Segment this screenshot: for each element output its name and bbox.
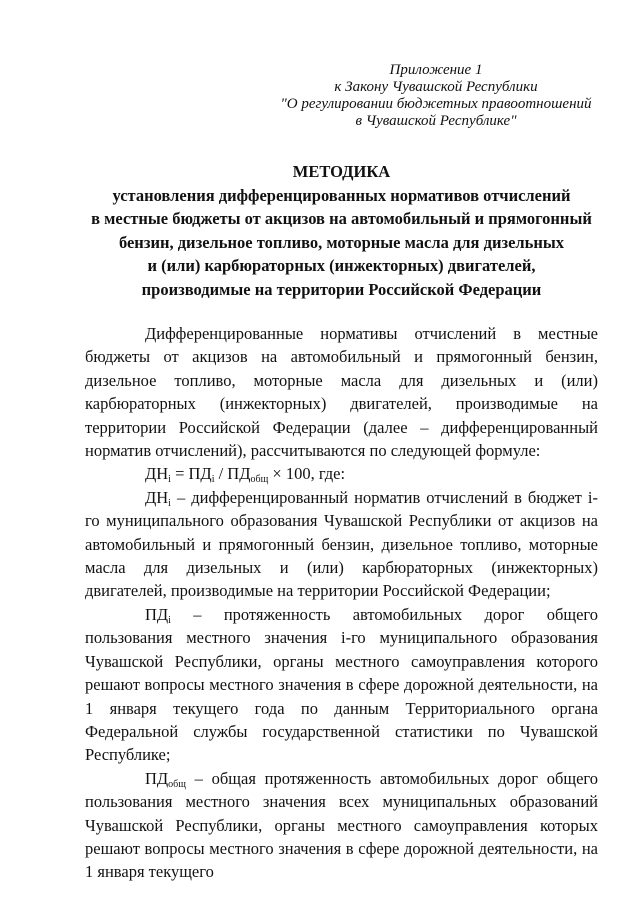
definition-dn [85, 486, 598, 603]
title-line: производимые на территории Российской Федерации [141, 279, 542, 299]
appendix-line: к Закону Чувашской Республики [334, 79, 538, 95]
appendix-line: Приложение 1 [389, 62, 483, 78]
formula-total-subscript: общ [250, 474, 269, 486]
definition-term-subscript: общ [168, 778, 186, 790]
appendix-line: "О регулировании бюджетных правоотношений [280, 96, 592, 112]
formula-lhs-subscript: i [168, 474, 171, 486]
definition-term: ПД [145, 768, 169, 788]
title-heading: МЕТОДИКА [292, 162, 391, 181]
title-line: и (или) карбюраторных (инжекторных) двигателей, [147, 256, 536, 275]
title-line: в местные бюджеты от акцизов на автомобильный и прямогонный [91, 209, 592, 228]
definition-pd [85, 603, 598, 767]
formula-slash: / ПД [214, 464, 251, 484]
document-body [85, 322, 598, 884]
definition-pd-total [85, 767, 598, 884]
formula-lhs: ДН [145, 464, 169, 484]
definition-term: ПД [145, 604, 169, 624]
formula-pd-subscript: i [211, 474, 215, 486]
definition-text: – общая протяженность автомобильных дорог общего пользования местного значения всех муниципальных образований Чувашской Республики, органы местного самоуправления которых решают вопросы местного значения в сфере дорожной деятельности, на 1 января текущего [85, 768, 598, 882]
intro-paragraph: Дифференцированные нормативы отчислений в местные бюджеты от акцизов на автомобильный и прямогонный бензин, дизельное топливо, моторные масла для дизельных и (или) карбюраторных (инжекторных) двигателей, производимые на территории Российской Федерации (далее – дифференцированный норматив отчислений), рассчитываются по следующей формуле: [85, 324, 598, 461]
definition-term-subscript: i [168, 497, 171, 509]
formula-rest: × 100, где: [268, 464, 346, 484]
title-line: бензин, дизельное топливо, моторные масла для дизельных [118, 232, 565, 252]
definition-text: – дифференцированный норматив отчислений в бюджет i-го муниципального образования Чувашской Республики от акцизов на автомобильный и прямогонный бензин, дизельное топливо, моторные масла для дизельных и (или) карбюраторных (инжекторных) двигателей, производимые на территории Российской Федерации; [85, 487, 598, 601]
definition-term: ДН [145, 487, 169, 507]
definition-term-subscript: i [168, 614, 171, 626]
formula [85, 462, 598, 485]
title-line: установления дифференцированных нормативов отчислений [112, 185, 571, 205]
document-title [85, 160, 598, 301]
definition-text: – протяженность автомобильных дорог общего пользования местного значения i-го муниципального образования Чувашской Республики, органы местного самоуправления которого решают вопросы местного значения в сфере дорожной деятельности, на 1 января текущего года по данным Территориального органа Федеральной службы государственной статистики по Чувашской Республике; [85, 604, 598, 765]
appendix-note [276, 62, 596, 130]
appendix-line: в Чувашской Республике" [355, 113, 517, 129]
formula-eq: = ПД [170, 464, 212, 484]
